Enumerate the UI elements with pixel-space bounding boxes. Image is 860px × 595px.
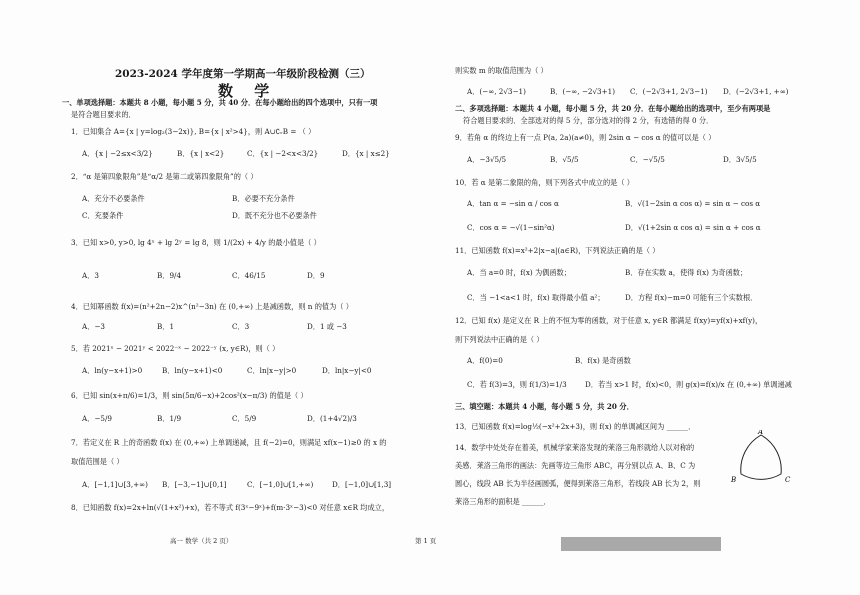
q1-option-c: C．{x | −2<x<3/2}: [247, 149, 319, 158]
q4-option-a: A．−3: [82, 322, 105, 331]
q3-option-c: C．46/15: [232, 271, 266, 280]
q9-option-a: A．−3√5/5: [467, 155, 507, 164]
question-5: 5．若 2021ˣ − 2021ʸ < 2022⁻ˣ − 2022⁻ʸ (x, y∈R)，则（ ）: [71, 344, 280, 353]
question-4: 4．已知幂函数 f(x)=(n²+2n−2)x^(n²−3n) 在 (0,+∞) 上是减函数，则 n 的值为（ ）: [71, 302, 353, 311]
question-9: 9．若角 α 的终边上有一点 P(a, 2a)(a≠0)，则 2sin α − cos α 的值可以是（ ）: [455, 133, 716, 142]
redacted-bar: [561, 537, 721, 551]
q12-option-c: C．若 f(3)=3，则 f(1/3)=1/3: [467, 380, 567, 389]
left-footer: 高一 数学（共 2 页）: [170, 537, 233, 545]
q8-option-a: A．(−∞, 2√3−1): [467, 87, 526, 96]
right-footer: 第 1 页: [415, 537, 437, 545]
vertex-label-a: A: [758, 430, 764, 436]
vertex-label-b: B: [731, 476, 737, 484]
question-1: 1．已知集合 A={x | y=log₂(3−2x)}, B={x | x²>4}，则 A∪∁ᵣB = （ ）: [71, 127, 316, 136]
q5-option-d: D．ln|x−y|<0: [322, 366, 372, 375]
section-3-heading: 三、填空题：本题共 4 小题，每小题 5 分，共 20 分．: [455, 402, 634, 411]
question-3: 3．已知 x>0, y>0, lg 4ˣ + lg 2ʸ = lg 8，则 1/(2x) + 4/y 的最小值是（ ）: [71, 238, 321, 247]
q8-option-c: C．(−2√3+1, 2√3−1): [630, 87, 708, 96]
question-13: 13．已知函数 f(x)=log½(−x²+2x+3)，则 f(x) 的单调减区间为 ______．: [455, 422, 696, 431]
reuleaux-triangle-figure: [727, 430, 797, 490]
question-8-cont: 则实数 m 的取值范围为（ ）: [455, 66, 548, 75]
q6-option-b: B．1/9: [157, 414, 182, 423]
q5-option-a: A．ln(y−x+1)>0: [82, 366, 143, 375]
section-2-heading-cont: 符合题目要求的．全部选对的得 5 分，部分选对的得 2 分，有选错的得 0 分．: [463, 116, 714, 125]
q6-option-a: A．−5/9: [82, 414, 112, 423]
question-14-line3: 圆心，线段 AB 长为半径画圆弧，便得到莱洛三角形，若线段 AB 长为 2，则: [455, 479, 701, 488]
q3-option-d: D．9: [307, 271, 325, 280]
q2-option-d: D．既不充分也不必要条件: [232, 211, 317, 220]
section-2-heading: 二、多项选择题：本题共 4 小题，每小题 5 分，共 20 分．在每小题给出的选项中，至少有两项是: [455, 104, 771, 113]
question-7-cont: 取值范围是（ ）: [71, 457, 124, 466]
question-11: 11．已知函数 f(x)=x²+2|x−a|(a∈R)，下列说法正确的是（ ）: [455, 246, 660, 255]
q9-option-b: B．√5/5: [550, 155, 579, 164]
question-14-line4: 莱洛三角形的面积是 ______．: [455, 497, 551, 506]
q7-option-a: A．[−1,1]∪[3,+∞): [82, 480, 148, 489]
vertex-label-c: C: [785, 476, 791, 484]
question-14-line2: 美感．莱洛三角形的画法：先画等边三角形 ABC，再分别以点 A、B、C 为: [455, 461, 696, 470]
question-10: 10．若 α 是第二象限的角，则下列各式中成立的是（ ）: [455, 178, 634, 187]
q9-option-d: D．3√5/5: [723, 155, 757, 164]
q3-option-b: B．9/4: [157, 271, 182, 280]
q6-option-c: C．5/9: [232, 414, 257, 423]
q7-option-d: D．[−1,0]∪[1,3]: [332, 480, 392, 489]
q12-option-b: B．f(x) 是奇函数: [575, 356, 631, 365]
q3-option-a: A．3: [82, 271, 99, 280]
q8-option-b: B．(−∞, −2√3+1): [550, 87, 615, 96]
question-14-line1: 14．数学中处处存在着美，机械学家莱洛发现的莱洛三角形就给人以对称的: [455, 443, 695, 452]
q10-option-d: D．√(1+2sin α cos α) = sin α + cos α: [625, 223, 761, 232]
q5-option-c: C．ln|x−y|>0: [247, 366, 297, 375]
q9-option-c: C．−√5/5: [630, 155, 665, 164]
question-12-cont: 则下列说法中正确的是（ ）: [455, 335, 544, 344]
q10-option-a: A．tan α = −sin α / cos α: [467, 199, 559, 208]
q8-option-d: D．(−2√3+1, +∞): [723, 87, 789, 96]
q2-option-a: A．充分不必要条件: [82, 194, 145, 203]
q4-option-b: B．1: [157, 322, 175, 331]
q10-option-b: B．√(1−2sin α cos α) = sin α − cos α: [625, 199, 761, 208]
q1-option-a: A．{x | −2≤x<3/2}: [82, 149, 153, 158]
q6-option-d: D．(1+4√2)/3: [307, 414, 357, 423]
q11-option-b: B．存在实数 a，使得 f(x) 为奇函数；: [625, 268, 748, 277]
q4-option-c: C．3: [232, 322, 250, 331]
question-8: 8．已知函数 f(x)=2x+ln(√(1+x²)+x)，若不等式 f(3ˣ−9ˣ)+f(m·3ˣ−3)<0 对任意 x∈R 均成立，: [71, 503, 390, 512]
question-12: 12．已知 f(x) 是定义在 R 上的不恒为零的函数，对于任意 x, y∈R 都满足 f(xy)=yf(x)+xf(y)，: [455, 316, 763, 325]
q11-option-a: A．当 a=0 时，f(x) 为偶函数；: [467, 268, 571, 277]
q11-option-d: D．方程 f(x)−m=0 可能有三个实数根．: [625, 293, 758, 302]
q7-option-c: C．[−1,0]∪[1,+∞): [247, 480, 314, 489]
q12-option-a: A．f(0)=0: [467, 356, 503, 365]
section-1-heading: 一、单项选择题：本题共 8 小题，每小题 5 分，共 40 分．在每小题给出的四个选项中，只有一项: [62, 98, 378, 107]
q10-option-c: C．cos α = −√(1−sin²α): [467, 223, 555, 232]
question-6: 6．已知 sin(x+π/6)=1/3，则 sin(5π/6−x)+2cos²(x−π/3) 的值是（ ）: [71, 391, 308, 400]
q1-option-b: B．{x | x<2}: [177, 149, 225, 158]
q4-option-d: D．1 或 −3: [307, 322, 347, 331]
q11-option-c: C．当 −1<a<1 时，f(x) 取得最小值 a²；: [467, 293, 605, 302]
question-2: 2．“α 是第四象限角”是“α/2 是第二或第四象限角”的（ ）: [71, 172, 258, 181]
q7-option-b: B．[−3,−1]∪[0,1]: [162, 480, 227, 489]
q5-option-b: B．ln(y−x+1)<0: [162, 366, 223, 375]
subject-heading: 数 学: [218, 82, 278, 100]
q1-option-d: D．{x | x≤2}: [342, 149, 390, 158]
section-1-heading-cont: 是符合题目要求的．: [71, 110, 136, 119]
q2-option-b: B．必要不充分条件: [232, 194, 295, 203]
reuleaux-outline: [741, 435, 781, 479]
question-7: 7．若定义在 R 上的奇函数 f(x) 在 (0,+∞) 上单调递减，且 f(−2)=0，则满足 xf(x−1)≥0 的 x 的: [71, 438, 387, 447]
q12-option-d: D．若当 x>1 时，f(x)<0，则 g(x)=f(x)/x 在 (0,+∞) 单调递减: [585, 380, 792, 389]
exam-title: 2023-2024 学年度第一学期高一年级阶段检测（三）: [115, 68, 371, 80]
q2-option-c: C．充要条件: [82, 211, 124, 220]
